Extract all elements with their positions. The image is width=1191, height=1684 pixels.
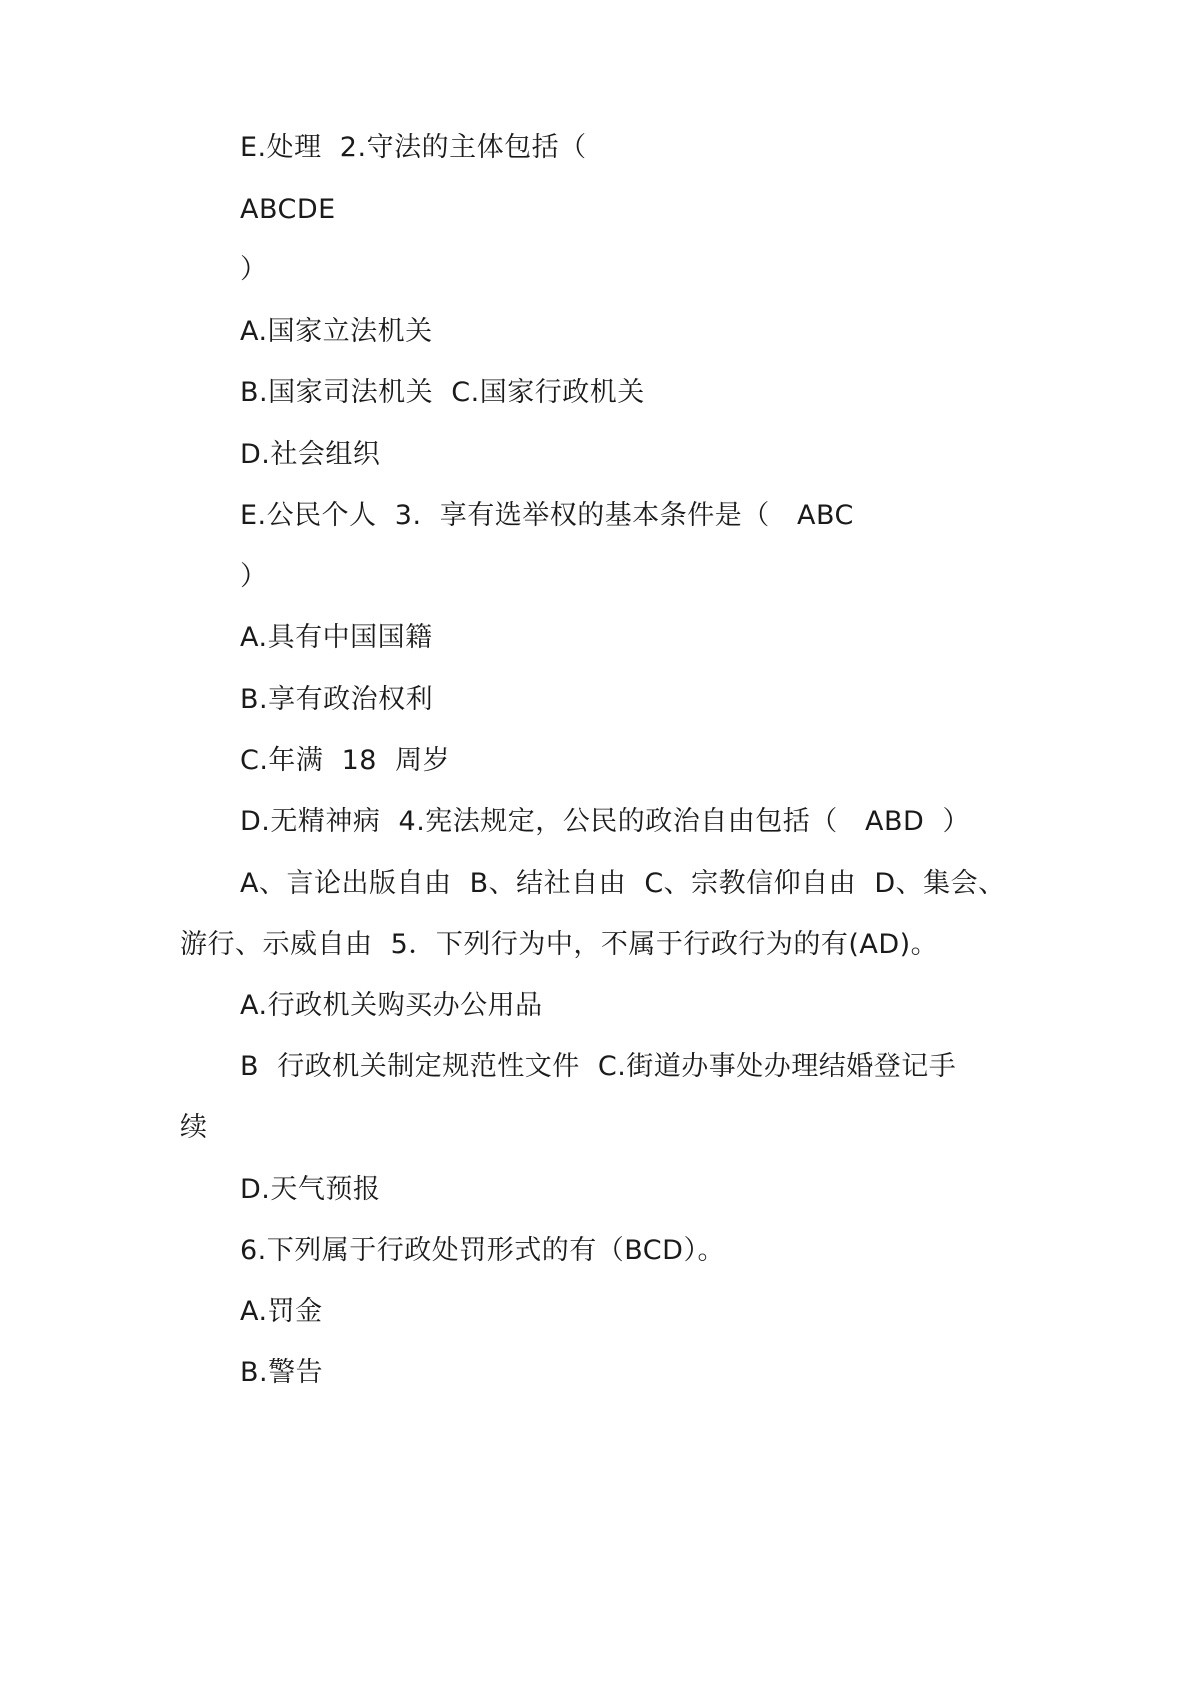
text-line: C.年满 18 周岁 (240, 745, 451, 776)
text-line: ABCDE (240, 194, 336, 225)
text-line: B.警告 (240, 1357, 324, 1388)
text-line: ） (240, 254, 268, 285)
text-line: D.天气预报 (240, 1174, 381, 1205)
text-line: A.行政机关购买办公用品 (240, 990, 543, 1021)
text-line: 6.下列属于行政处罚形式的有（BCD）。 (240, 1235, 725, 1266)
text-line: A.具有中国国籍 (240, 622, 433, 653)
text-line: 游行、示威自由 5．下列行为中，不属于行政行为的有(AD)。 (180, 929, 939, 960)
text-line: D.社会组织 (240, 439, 381, 470)
text-line: D.无精神病 4.宪法规定，公民的政治自由包括（ ABD ） (240, 806, 970, 837)
text-line: 续 (180, 1112, 208, 1143)
text-line: A.罚金 (240, 1296, 323, 1327)
text-line: A.国家立法机关 (240, 316, 433, 347)
text-line: E.公民个人 3. 享有选举权的基本条件是（ ABC (240, 500, 854, 531)
text-line: ） (240, 561, 268, 592)
text-line: B.国家司法机关 C.国家行政机关 (240, 377, 645, 408)
text-line: B 行政机关制定规范性文件 C.街道办事处办理结婚登记手 (240, 1051, 957, 1082)
text-line: B.享有政治权利 (240, 684, 434, 715)
text-line: A、言论出版自由 B、结社自由 C、宗教信仰自由 D、集会、 (240, 868, 1006, 899)
text-line: E.处理 2.守法的主体包括（ (240, 132, 587, 163)
